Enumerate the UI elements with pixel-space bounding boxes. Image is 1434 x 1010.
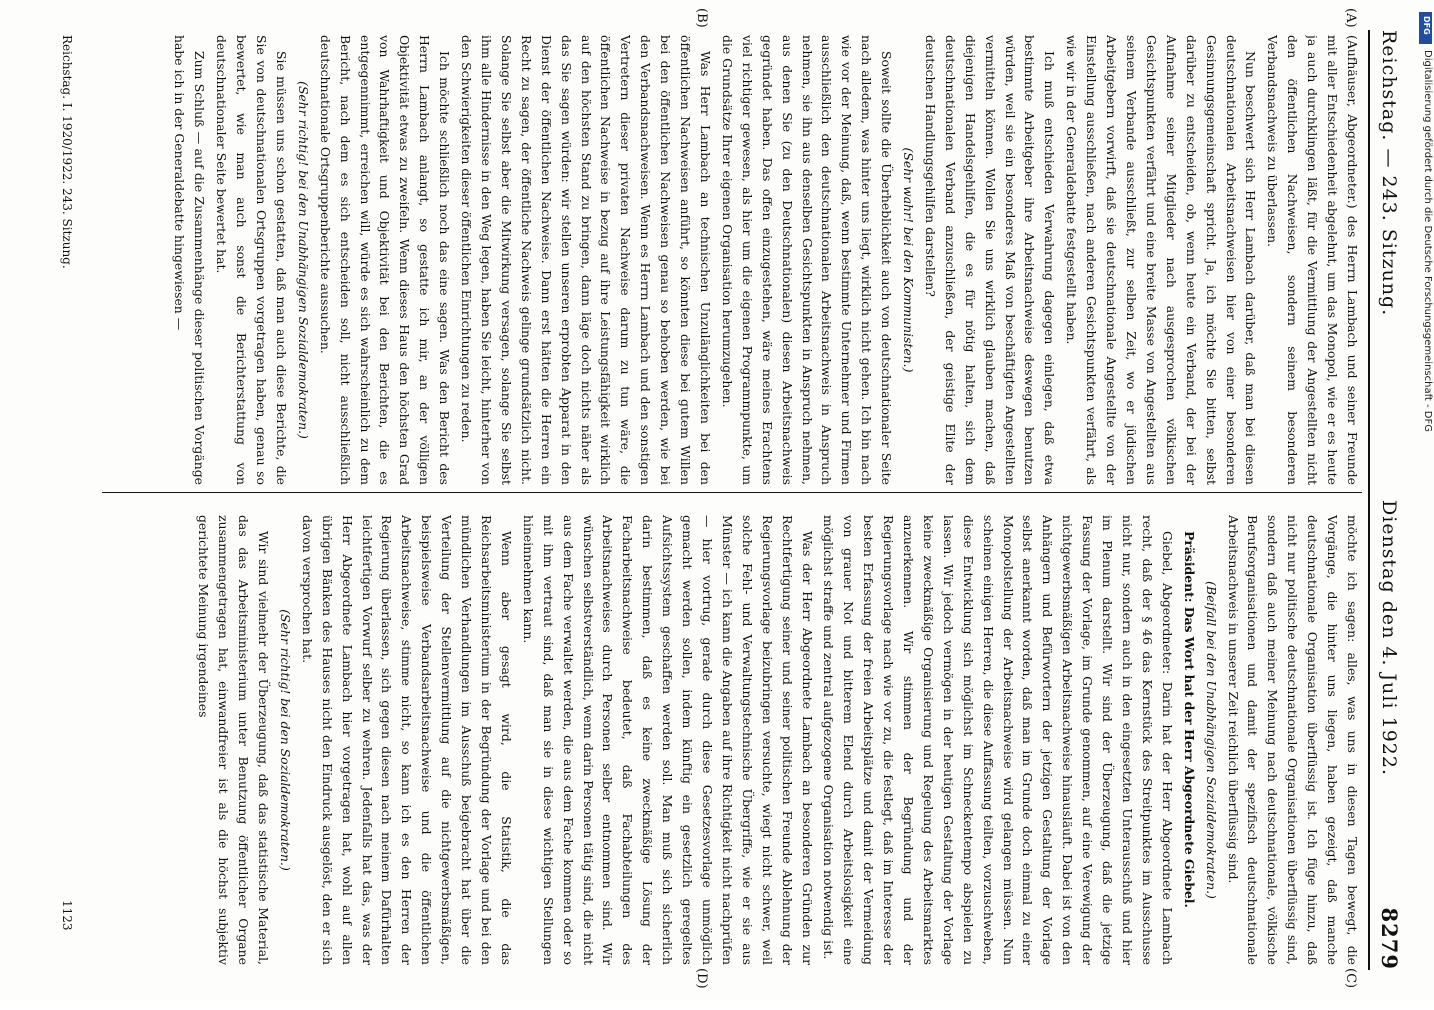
paragraph: Sie müssen uns schon gestatten, daß man auch diese Berichte, die Sie von deutschnationalen Ortsgruppen vorgetragen haben, genau so bewertet, wie man auch sonst die Berichterstattung von deutschnationaler Seite bewertet hat.: [214, 35, 289, 485]
interjection: (Sehr richtig! bei den Unabhängigen Sozialdemokraten.): [295, 81, 311, 439]
margin-marker-d: (D): [694, 968, 709, 989]
speaker-paragraph: Präsident: Das Wort hat der Herr Abgeordnete Giebel.: [1181, 531, 1197, 908]
dfg-logo: DFG: [1419, 12, 1432, 44]
paragraph: Nun beschwert sich Herr Lambach darüber, daß man bei diesen deutschnationalen Arbeitsnachweisen hier von einer besonderen Gesinnungsgemeinschaft spricht. Ja, ich möchte Sie bitten, selbst darüber zu entscheiden, ob, wenn heute ein Verband, der bei der Aufnahme seiner Mitglieder nach ausgesprochen völkischen Gesichtspunkten verfährt und eine breite Masse von Angestellten aus seinem Verbande ausschließt, zur selben Zeit, wo er jüdischen Arbeitgebern vorwirft, daß sie deutschnationale Angestellte von der Einstellung ausschließen, nach anderen Gesichtspunkten verfährt, als wie wir in der Generaldebatte festgestellt haben.: [1064, 35, 1259, 485]
header-left: Reichstag. — 243. Sitzung.: [1378, 30, 1400, 317]
paragraph: Wenn aber gesagt wird, die Statistik, die das Reichsarbeitsministerium in der Begründung der Vorlage und bei den mündlichen Verhandlungen im Ausschuß beigebracht hat über die Verteilung der Stellenvermittlung auf die nichtgewerbsmäßigen, beispielsweise Verbandsarbeitsnachweise und die öffentlichen Arbeitsnachweise, stimme nicht, so kann ich es den Herren der Regierung überlassen, sich gegen diesen nach meinem Dafürhalten leichtfertigen Vorwurf selber zu wehren. Jedenfalls hat das, was der Herr Abgeordnete Lambach hier vorgetragen hat, wohl auf allen übrigen Bänken des Hauses nicht den Eindruck ausgelöst, den er sich davon versprochen hat.: [299, 515, 514, 965]
paragraph: Was der Herr Abgeordnete Lambach an besonderen Gründen zur Rechtfertigung seiner und seiner politischen Freunde Ablehnung der Regierungsvorlage beizubringen versuchte, wiegt nicht schwer, weil solche Fehl- und Verwaltungstechnische Übergriffe, wie er sie aus Münster — ich kann die Angaben auf ihre Richtigkeit nicht nachprüfen — hier vortrug, gerade durch diese Gesetzesvorlage unmöglich gemacht werden sollen, indem künftig ein gesetzlich geregeltes Aufsichtssystem geschaffen werden soll. Man muß sich sicherlich darin bestimmen, daß es keine zweckmäßige Lösung der Facharbeitsnachweise bedeutet, daß Fachabteilungen des Arbeitsnachweises durch Personen selber entnommen sind. Wir wünschen selbstverständlich, wenn darin Personen tätig sind, die nicht aus dem Fache verwaltet werden, die aus dem Fache kommen oder so mit ihm vertraut sind, daß man sie in diese wichtigen Stellungen hineinnehmen kann.: [520, 515, 815, 965]
paragraph: Giebel, Abgeordneter: Darin hat der Herr Abgeordnete Lambach recht, daß der § 46 das Kernstück des Streitpunktes im Ausschusse nicht nur, sondern auch in den eingesetzten Unterausschuß und hier im Plenum darstellt. Wir sind der Überzeugung, daß die jetzige Fassung der Vorlage, im Grunde genommen, auf eine Verewigung der nichtgewerbsmäßigen Arbeitsnachweise hinausläuft. Dabei ist von den Anhängern und Befürwortern der jetzigen Gestaltung der Vorlage selbst anerkannt worden, daß man im Grunde doch einmal zu einer Monopolstellung der Arbeitsnachweise wird gelangen müssen. Nun scheinen einigen Herren, die diese Auffassung teilten, vorzuschweben, diese Entwicklung sich möglichst im Schneckentempo abspielen zu lassen. Wir jedoch vermögen in der heutigen Gestaltung der Vorlage keine zweckmäßige Organisierung und Regelung des Arbeitsmarktes anzuerkennen. Wir stimmen der Begründung und der Regierungsvorlage nach wie vor zu, die festlegt, daß im Interesse der besten Erfassung der freien Arbeitsplätze und damit der Vermeidung von grauer Not und bitterem Elend durch Arbeitslosigkeit eine möglichst straffe und zentral aufgezogene Organisation notwendig ist.: [821, 515, 1175, 965]
digitization-strip: [1418, 10, 1434, 990]
header-date: Dienstag den 4. Juli 1922.: [1378, 500, 1400, 776]
paragraph: Ich möchte schließlich noch das eine sagen. Was den Bericht des Herrn Lambach anlangt, so gestatte ich mir, an der völligen Objektivität etwas zu zweifeln. Wenn dieses Haus den höchsten Grad von Wahrhaftigkeit und Objektivität bei den Berichten, die es entgegennimmt, erreichen will, würde es sich wahrscheinlich zu dem Bericht, nach dem es sich entscheiden soll, nicht ausschließlich deutschnationale Ortsgruppenberichte aussuchen.: [317, 35, 453, 485]
interjection: (Beifall bei den Unabhängigen Sozialdemokraten.): [1203, 581, 1219, 899]
page-header: [1368, 30, 1404, 970]
paragraph: Zum Schluß — auf die Zusammenhänge dieser politischen Vorgänge habe ich in der Generaldebatte hingewiesen —: [172, 35, 208, 485]
left-column: [82, 35, 1362, 485]
margin-marker-c: (C): [1343, 968, 1358, 989]
footer-left: Reichstag. I. 1920/1922. 243. Sitzung.: [60, 35, 74, 269]
interjection: (Sehr wahr! bei den Kommunisten.): [901, 147, 917, 373]
paragraph: möchte ich sagen: alles, was uns in diesen Tagen bewegt, die Vorgänge, die hinter uns liegen, haben gezeigt, daß manche deutschnationale Organisation überflüssig ist. Ich füge hinzu, daß nicht nur politische deutschnationale Organisationen überflüssig sind, sondern daß auch meiner Meinung nach deutschnationale, völkische Berufsorganisationen und damit der spezifisch deutschnationale Arbeitsnachweis in unserer Zeit reichlich überflüssig sind.: [1225, 515, 1360, 965]
paragraph: Was Herr Lambach an technischen Unzulänglichkeiten bei den öffentlichen Nachweisen anführt, so könnten diese bei gutem Willen bei den öffentlichen Nachweisen genau so behoben werden, wie bei den Verbandsnachweisen. Wenn es Herrn Lambach und den sonstigen Vertretern dieser privaten Nachweise darum zu tun wäre, die öffentlichen Nachweise in bezug auf ihre Leistungsfähigkeit wirklich auf den höchsten Stand zu bringen, dann läge doch nichts näher als das Sie sagen würden: wir stellen unseren erprobten Apparat in den Dienst der öffentlichen Nachweise. Dann erst hätten die Herren ein Recht zu sagen, der öffentliche Nachweis gelinge grundsätzlich nicht. Solange Sie selbst aber die Mitwirkung versagen, solange Sie selbst ihm alle Hindernisse in den Weg legen, haben Sie leicht, hinterher von den Schwierigkeiten dieser öffentlichen Einrichtungen zu reden.: [459, 35, 713, 485]
margin-marker-b: (B): [694, 8, 709, 28]
paragraph: Soweit sollte die Überheblichkeit auch von deutschnationaler Seite nach alledem, was hinter uns liegt, wirklich nicht gehen. Ich bin nach wie vor der Meinung, daß, wenn bestimmte Unternehmer und Firmen ausschließlich den deutschnationalen Arbeitsnachweis in Anspruch nehmen, sie ihn aus denselben Gesichtspunkten in Anspruch nehmen, aus denen Sie (zu den Deutschnationalen) diesen Arbeitsnachweis gegründet haben. Das offen einzugestehen, wäre meines Erachtens viel richtiger gewesen, als hier um die eigenen Programmpunkte, um die Grundsätze Ihrer eigenen Organisation herumzugehen.: [719, 35, 895, 485]
margin-marker-a: (A): [1343, 8, 1358, 28]
interjection: (Sehr richtig! bei den Sozialdemokraten.): [277, 609, 293, 871]
footer-page-number: 1123: [60, 900, 74, 931]
right-column: [82, 515, 1362, 965]
page-number: 8279: [1377, 907, 1402, 970]
column-divider: [102, 492, 1362, 493]
paragraph: Wir sind vielmehr der Überzeugung, daß das statistische Material, das das Arbeitsministerium unter Benutzung öffentlicher Organe zusammengetragen hat, einwandfreier ist als die höchst subjektiv gerichtete Meinung irgendeines: [196, 515, 272, 965]
paragraph: (Aufhäuser, Abgeordneter.) des Herrn Lambach und seiner Freunde mit aller Entschiedenheit abgelehnt, um das Monopol, wie er es heute ja auch durchklingen läßt, für die Vermittlung der Angestellten nicht den öffentlichen Nachweisen, sondern seinem besonderen Verbandsnachweis zu überlassen.: [1265, 35, 1360, 485]
paragraph: Ich muß entschieden Verwahrung dagegen einlegen, daß etwa bestimmte Arbeitgeber ihre Arbeitsnachweise deswegen benutzen würden, weil sie ein besonderes Maß von beschäftigten Angestellten vermitteln können. Wollen Sie uns wirklich glauben machen, daß diejenigen Handelsgehilfen, die es für nötig halten, sich dem deutschnationalen Verband anzuschließen, der geistige Elite der deutschen Handlungsgehilfen darstellen?: [922, 35, 1058, 485]
digitization-note: Digitalisierung gefördert durch die Deutsche Forschungsgemeinschaft - DFG: [1422, 50, 1433, 433]
